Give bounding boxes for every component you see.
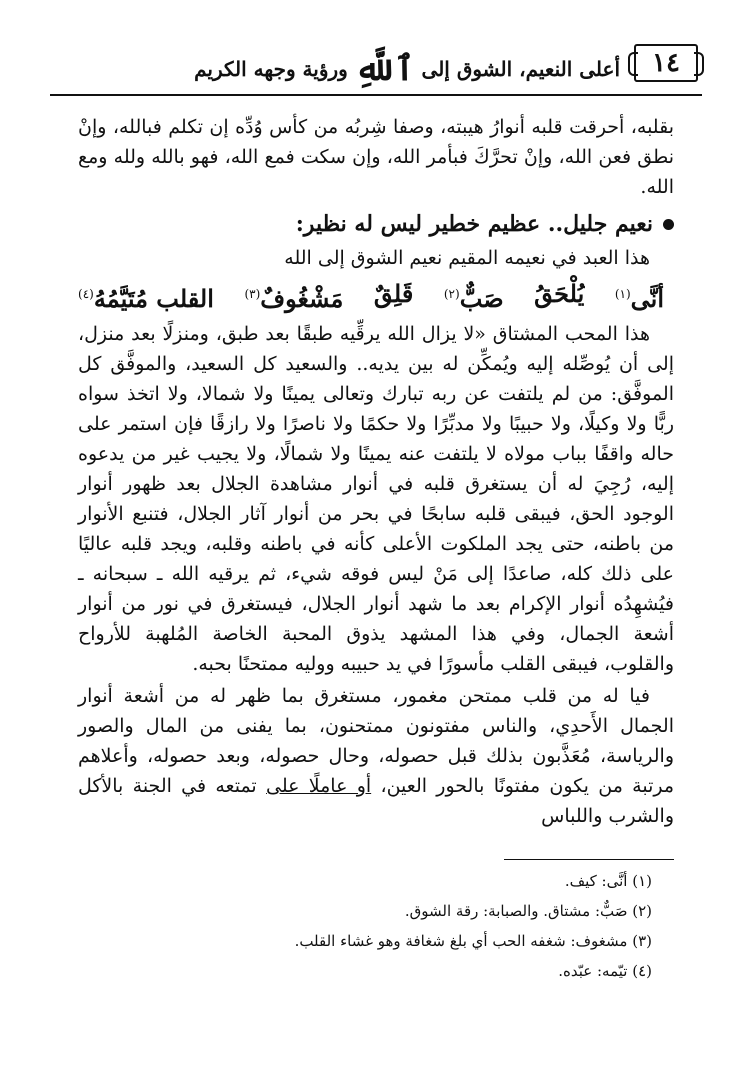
poem-word: يُلْحَقُ [534, 279, 585, 308]
footnote-separator [504, 859, 674, 860]
footnote-1: (١) أنَّى: كيف. [564, 872, 652, 890]
running-title-allah: ٱللَّهِ [354, 49, 415, 89]
footnote-2: (٢) صَبٌّ: مشتاق. والصبابة: رقة الشوق. [404, 902, 652, 920]
paragraph-3-text-a: فيا له من قلب ممتحن مغمور، مستغرق بما ظهر له من أشعة أنوار الجمال الأَحدِي، والناس مفتونون ممتحنون، بما يفنى من المال والصور والرياسة، مُعَذَّبون بذلك قبل حصوله، وحال حصوله، وبعد حصوله، وأعلاهم مرتبة من يكون مفتونًا بالحور العين، [78, 685, 675, 797]
section-heading-text: نعيم جليل.. عظيم خطير ليس له نظير: [295, 211, 653, 237]
footnote-marker: (١) [614, 287, 631, 301]
footnote-marker: (٢) [443, 287, 460, 301]
footnote-marker: (٣) [244, 287, 261, 301]
poem-verse [78, 274, 664, 319]
header-rule [50, 94, 702, 96]
section-heading [78, 208, 674, 240]
running-title-part2: ورؤية وجهه الكريم [194, 57, 348, 81]
main-text [78, 112, 674, 831]
poem-word: أنَّى$^{(١)}$ [614, 284, 664, 313]
footnotes [92, 866, 652, 986]
paragraph-3 [78, 681, 674, 831]
underlined-phrase: أو عاملًا على [266, 775, 372, 797]
poem-word: القلب مُتَيَّمُهُ$^{(٤)}$ [78, 284, 214, 313]
running-title-part1: أعلى النعيم، الشوق إلى [421, 57, 620, 81]
running-title [194, 48, 620, 89]
page-number: ١٤ [634, 44, 698, 82]
poem-word: صَبٌّ$^{(٢)}$ [443, 284, 504, 313]
footnote-marker: (٤) [78, 287, 94, 301]
intro-line: هذا العبد في نعيمه المقيم نعيم الشوق إلى الله [284, 247, 650, 269]
page-header [50, 30, 702, 96]
paragraph-3-text-b: تمتعه في الجنة بالأكل والشرب واللباس [78, 775, 674, 827]
paragraph-1: بقلبه، أحرقت قلبه أنوارُ هيبته، وصفا شِربُه من كأس وُدِّه إن تكلم فبالله، وإنْ نطق فعن الله، وإنْ تحرَّكَ فبأمر الله، وإن سكت فمع الله، فهو بالله ولله ومع الله. [78, 116, 674, 198]
poem-word: مَشْغُوفٌ$^{(٣)}$ [244, 284, 344, 313]
footnote-4: (٤) تيّمه: عبّده. [558, 962, 652, 980]
footnote-3: (٣) مشغوف: شغفه الحب أي بلغ شغافة وهو غشاء القلب. [294, 932, 652, 950]
paragraph-2: هذا المحب المشتاق «لا يزال الله يرقِّيه طبقًا بعد طبق، ومنزلًا بعد منزل، إلى أن يُوصِّله إليه ويُمكِّن له بين يديه.. والسعيد كل السعيد، والموفَّق كل الموفَّق: من لم يلتفت عن ربه تبارك وتعالى يمينًا ولا شمالا، ولا اتخذ سواه ربًّا ولا وكيلًا، ولا حبيبًا ولا مدبِّرًا ولا حكمًا ولا ناصرًا ولا رازقًا فإن استمر على حاله واقفًا بباب مولاه لا يلتفت عنه يمينًا ولا شمالًا، ولا يجيب غير من يدعوه إليه، رُجِيَ له أن يستغرق قلبه في أنوار مشاهدة الجلال بعد ظهور أنوار الوجود الحق، فيبقى قلبه سابحًا في بحر من أنوار آثار الجلال، فتنبع الأنوار من باطنه، حتى يجد الملكوت الأعلى كأنه في باطنه وقلبه، ويجد قلبه عاليًا على ذلك كله، صاعدًا إلى مَنْ ليس فوقه شيء، ثم يرقيه الله ـ سبحانه ـ فيُشهِدُه أنوار الإكرام بعد ما شهد أنوار الجلال، فيستغرق في نور من أنوار أشعة الجمال، وفي هذا المشهد يذوق المحبة الخاصة المُلهبة للأرواح والقلوب، فيبقى القلب مأسورًا في يد حبيبه ووليه ممتحنًا بحبه. [78, 323, 674, 675]
poem-word: قَلِقٌ [373, 279, 414, 308]
bullet-icon [663, 219, 674, 230]
